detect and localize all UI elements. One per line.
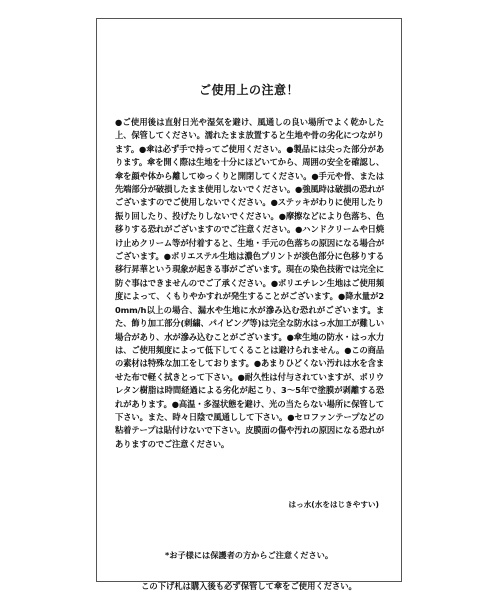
care-label-tag [96,18,402,591]
water-repellent-note: はっ水(水をはじきやすい) [288,500,379,509]
child-caution-note: *お子様には保護者の方からご注意ください。 [164,550,334,560]
tag-title: ご使用上の注意！ [198,83,299,97]
keep-tag-note: この下げ札は購入後も必ず保管して傘をご使用ください。 [141,581,357,591]
care-instructions-text: ●ご使用後は直射日光や湿気を避け、風通しの良い場所でよく乾かした上、保管してください。濡れたまま放置すると生地や骨の劣化につながります。●傘は必ず手で持ってご使用ください。●製品には尖った部分があります。傘を開く際は生地を十分にほどいてから、周囲の安全を確認し、傘を顔や体から離してゆっくりと開閉してください。●手元や骨、または先端部分が破損したまま使用しないでください。●強風時は破損の恐れがございますのでご使用しないでください。●ステッキがわりに使用したり振り回したり、投げたりしないでください。●摩擦などにより色落ち、色移りする恐れがございますのでご注意ください。●ハンドクリームや日焼け止めクリーム等が付着すると、生地・手元の色落ちの原因になる場合がございます。●ポリエステル生地は濃色プリントが淡色部分に色移りする移行昇華という現象が起きる事がございます。現在の染色技術では完全に防ぐ事はできませんのでご了承ください。●ポリエチレン生地はご使用頻度によって、くもりやかすれが発生することがございます。●降水量が20mm/h以上の場合、漏水や生地に水が滲み込む恐れがございます。また、飾り加工部分(刺繍、パイピング等)は完全な防水はっ水加工が難しい場合があり、水が滲み込むことがございます。●傘生地の防水・はっ水力は、ご使用頻度によって低下してくることは避けられません。●この商品の素材は特殊な加工をしております。●あまりひどくない汚れは水を含ませた布で軽く拭きとって下さい。●耐久性は付与されていますが、ポリウレタン樹脂は時間経過による劣化が起こり、3～5年で塗膜が剥離する恐れがあります。●高温・多湿状態を避け、光の当たらない場所に保管して下さい。また、時々日陰で風通しして下さい。●セロファンテープなどの粘着テープは貼付けないで下さい。皮膜面の傷や汚れの原因になる恐れがありますのでご注意ください。 [115,117,384,449]
